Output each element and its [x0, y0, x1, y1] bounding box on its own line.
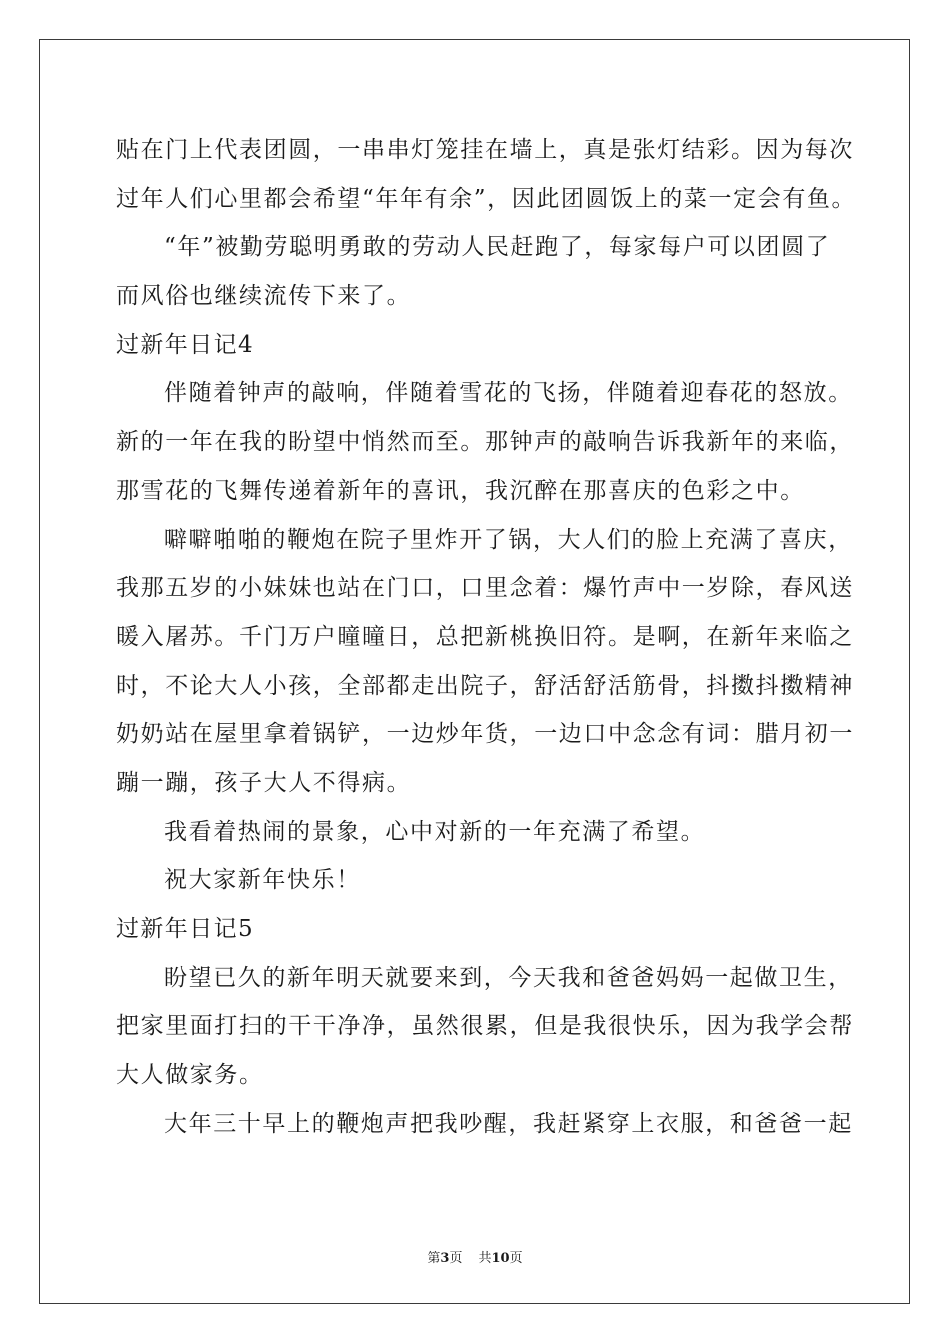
paragraph-line: 盼望已久的新年明天就要来到，今天我和爸爸妈妈一起做卫生， — [164, 964, 853, 991]
page-suffix: 页 — [449, 1251, 463, 1266]
paragraph-line: 把家里面打扫的干干净净，虽然很累，但是我很快乐，因为我学会帮 — [116, 1013, 854, 1040]
page-footer — [0, 1247, 950, 1266]
paragraph-line: 蹦一蹦，孩子大人不得病。 — [116, 769, 412, 796]
paragraph-line: 祝大家新年快乐！ — [164, 867, 361, 894]
section-heading: 过新年日记4 — [116, 331, 255, 358]
paragraph-line: 奶奶站在屋里拿着锅铲，一边炒年货，一边口中念念有词：腊月初一 — [116, 721, 854, 748]
paragraph-line: 过年人们心里都会希望“年年有余”，因此团圆饭上的菜一定会有鱼。 — [116, 185, 857, 212]
page-prefix: 第 — [427, 1251, 441, 1266]
paragraph-line: 贴在门上代表团圆，一串串灯笼挂在墙上，真是张灯结彩。因为每次 — [116, 137, 854, 163]
paragraph-line: 时，不论大人小孩，全部都走出院子，舒活舒活筋骨，抖擞抖擞精神 — [116, 672, 854, 699]
paragraph-line: 新的一年在我的盼望中悄然而至。那钟声的敲响告诉我新年的来临， — [116, 429, 854, 456]
paragraph-line: 我那五岁的小妹妹也站在门口，口里念着：爆竹声中一岁除，春风送 — [116, 575, 854, 602]
total-page-count: 10 — [491, 1251, 510, 1266]
total-prefix: 共 — [478, 1251, 492, 1266]
paragraph-line: 伴随着钟声的敲响，伴随着雪花的飞扬，伴随着迎春花的怒放。 — [164, 380, 853, 407]
document-body — [116, 126, 857, 1148]
current-page-number: 3 — [440, 1251, 450, 1266]
total-suffix: 页 — [509, 1251, 523, 1266]
paragraph-line: 我看着热闹的景象，心中对新的一年充满了希望。 — [164, 818, 706, 845]
section-heading: 过新年日记5 — [116, 916, 255, 942]
paragraph-line: 那雪花的飞舞传递着新年的喜讯，我沉醉在那喜庆的色彩之中。 — [116, 477, 805, 504]
paragraph-line: “年”被勤劳聪明勇敢的劳动人民赶跑了，每家每户可以团圆了 — [164, 234, 831, 261]
paragraph-line: 大年三十早上的鞭炮声把我吵醒，我赶紧穿上衣服，和爸爸一起 — [164, 1110, 853, 1137]
paragraph-line: 噼噼啪啪的鞭炮在院子里炸开了锅，大人们的脸上充满了喜庆， — [164, 526, 853, 553]
paragraph-line: 而风俗也继续流传下来了。 — [116, 283, 412, 310]
paragraph-line: 暖入屠苏。千门万户曈曈日，总把新桃换旧符。是啊，在新年来临之 — [116, 623, 854, 650]
paragraph-line: 大人做家务。 — [116, 1062, 264, 1089]
